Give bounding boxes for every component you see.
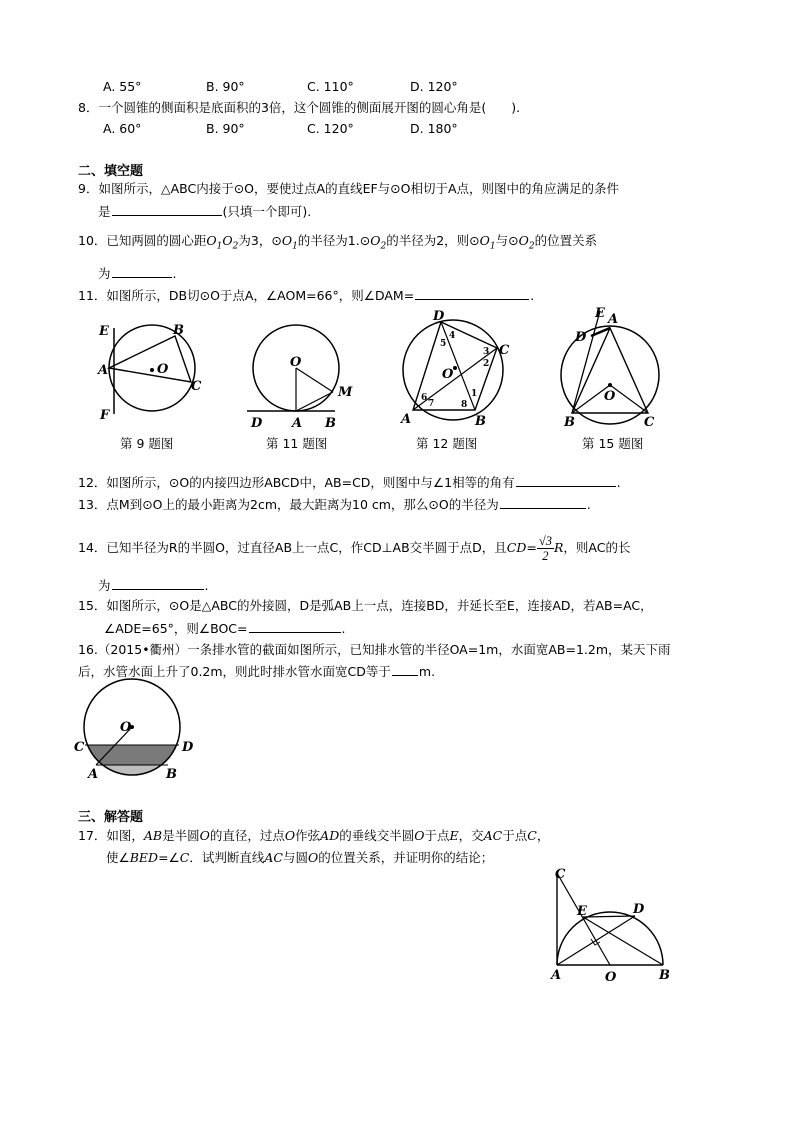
fig17-line-co — [557, 873, 610, 965]
fig15-label-b: B — [564, 415, 575, 430]
fig11-label-m: M — [338, 385, 353, 400]
fig11-label-b: B — [325, 416, 336, 431]
q17-e: E — [449, 828, 459, 843]
figure-9 — [95, 320, 215, 430]
q9-line1: 9．如图所示，△ABC内接于⊙O，要使过点A的直线EF与⊙O相切于A点，则图中的角应满足的条件 — [78, 181, 620, 196]
q7-option-b: B. 90° — [206, 79, 245, 94]
q10-line1 — [78, 232, 597, 256]
q17-pre: 使∠ — [106, 850, 130, 865]
fig16-label-d: D — [182, 740, 194, 755]
fig15-line-be — [572, 311, 600, 413]
q10-post: . — [172, 266, 177, 281]
q17-o2: O — [284, 828, 296, 843]
q13-line — [78, 495, 591, 514]
q11-answer-blank[interactable] — [415, 286, 529, 300]
fig11-radius-om — [296, 368, 333, 392]
q8-option-b: B. 90° — [206, 121, 245, 136]
q16-text: 后，水管水面上升了0.2m，则此时排水管水面宽CD等于 — [78, 664, 391, 679]
fig12-angle-7: 7 — [428, 399, 435, 409]
q15-post: . — [341, 621, 346, 636]
q17-part6: 于点 — [424, 828, 450, 843]
fig16-label-o: O — [120, 720, 132, 735]
fig15-label-o: O — [604, 389, 616, 404]
q17-ad: AD — [320, 828, 340, 843]
fig15-caption: 第 15 题图 — [582, 436, 644, 451]
q14-eq: = — [526, 540, 537, 555]
q17-part8: 于点 — [502, 828, 528, 843]
fig17-semicircle — [557, 912, 663, 965]
q10-line2 — [98, 264, 177, 283]
fig16-label-a: A — [88, 767, 99, 782]
q11-post: . — [530, 288, 535, 303]
q15-line1: 15．如图所示，⊙O是△ABC的外接圆，D是弧AB上一点，连接BD，并延长至E，连接AD，若AB=AC， — [78, 598, 653, 613]
q7-option-c: C. 110° — [307, 79, 354, 94]
q14-post2: . — [204, 578, 209, 593]
fig9-label-f: F — [100, 408, 110, 423]
fig17-label-c: C — [555, 867, 566, 882]
q9-line2 — [98, 202, 311, 221]
fig15-label-c: C — [644, 415, 655, 430]
q12-post: . — [616, 475, 621, 490]
q14-fraction — [537, 534, 554, 563]
q15-text: ∠ADE=65°，则∠BOC= — [104, 621, 248, 636]
q10-part5: 与⊙ — [495, 233, 519, 248]
q12-line — [78, 473, 621, 492]
q17-part5: 的垂线交半圆 — [339, 828, 415, 843]
q17-c: C — [527, 828, 537, 843]
q12-answer-blank[interactable] — [516, 473, 616, 487]
q8-text: 8．一个圆锥的侧面积是底面积的3倍，这个圆锥的侧面展开图的圆心角是( ). — [78, 100, 521, 115]
q10-part6: 的位置关系 — [534, 233, 598, 248]
q17-c2: C — [179, 850, 190, 865]
fig15-label-a: A — [608, 312, 619, 327]
q9-post: (只填一个即可). — [222, 204, 312, 219]
fig12-center — [453, 366, 457, 370]
q17-o: O — [199, 828, 210, 843]
fig12-angle-4: 4 — [449, 331, 456, 341]
q10-o2: $O_2$ — [370, 233, 387, 252]
q15-answer-blank[interactable] — [249, 619, 341, 633]
q7-option-d: D. 120° — [410, 79, 458, 94]
figure-12 — [395, 310, 515, 432]
q14-denominator: 2 — [542, 549, 549, 563]
q12-text: 12．如图所示，⊙O的内接四边形ABCD中，AB=CD，则图中与∠1相等的角有 — [78, 475, 515, 490]
q17-part7: ，交 — [458, 828, 484, 843]
fig11-label-a: A — [292, 416, 303, 431]
fig12-label-c: C — [499, 343, 510, 358]
q10-o1b: $O_1$ — [479, 233, 496, 252]
q14-line1 — [78, 534, 630, 563]
q17-part3: 的直径，过点 — [209, 828, 285, 843]
q9-answer-blank[interactable] — [112, 202, 222, 216]
q10-o2b: $O_2$ — [518, 233, 535, 252]
q17-ac: AC — [483, 828, 503, 843]
q14-r: R — [553, 540, 564, 555]
figure-17 — [545, 865, 680, 985]
q13-text: 13．点M到⊙O上的最小距离为2cm，最大距离为10 cm，那么⊙O的半径为 — [78, 497, 499, 512]
q14-cd: CD — [506, 540, 527, 555]
q10-part3: 的半径为1.⊙ — [297, 233, 371, 248]
q17-part1: 17．如图， — [78, 828, 144, 843]
fig17-label-e: E — [577, 904, 587, 919]
q10-answer-blank[interactable] — [112, 264, 172, 278]
fig12-label-b: B — [475, 414, 486, 429]
q10-part1: 10．已知两圆的圆心距 — [78, 233, 207, 248]
q17-part9: ， — [536, 828, 550, 843]
fig12-label-o: O — [442, 367, 454, 382]
fig9-caption: 第 9 题图 — [120, 436, 174, 451]
q8-option-a: A. 60° — [103, 121, 142, 136]
q10-part4: 的半径为2，则⊙ — [386, 233, 480, 248]
fig9-center — [150, 368, 154, 372]
q16-line2 — [78, 662, 435, 681]
q17-mid2: 与圆 — [282, 850, 308, 865]
q14-numerator: √3 — [538, 534, 552, 548]
fig17-label-b: B — [659, 968, 670, 983]
q13-answer-blank[interactable] — [500, 495, 586, 509]
figure-16 — [72, 685, 202, 785]
q13-post: . — [586, 497, 591, 512]
q17-line1 — [78, 827, 549, 845]
q17-o4: O — [307, 850, 319, 865]
fig9-label-a: A — [98, 363, 109, 378]
q8-option-d: D. 180° — [410, 121, 458, 136]
q14-answer-blank[interactable] — [112, 576, 204, 590]
q9-pre: 是 — [98, 204, 111, 219]
q16-answer-blank[interactable] — [392, 662, 418, 676]
q17-ac2: AC — [264, 850, 283, 865]
q17-line2 — [106, 849, 493, 867]
fig15-label-d: D — [575, 330, 587, 345]
fig12-caption: 第 12 题图 — [416, 436, 478, 451]
q15-line2 — [104, 619, 346, 638]
fig9-triangle — [109, 336, 191, 382]
figure-15 — [560, 305, 670, 431]
fig11-label-d: D — [251, 416, 263, 431]
q16-line1: 16.（2015•衢州）一条排水管的截面如图所示，已知排水管的半径OA=1m，水面宽AB=1.2m，某天下雨 — [78, 642, 671, 657]
fig16-label-b: B — [166, 767, 177, 782]
fig12-angle-1: 1 — [471, 389, 478, 399]
q17-mid: ．试判断直线 — [189, 850, 265, 865]
fig11-chord-am — [296, 392, 333, 411]
section-solve: 三、解答题 — [78, 810, 144, 825]
q7-option-a: A. 55° — [103, 79, 142, 94]
fig12-angle-8: 8 — [461, 400, 468, 410]
q14-text: 14．已知半径为R的半圆O，过直径AB上一点C，作CD⊥AB交半圆于点D，且 — [78, 540, 507, 555]
fig9-label-e: E — [99, 324, 109, 339]
fig16-label-c: C — [74, 740, 85, 755]
fig12-angle-2: 2 — [483, 359, 490, 369]
q14-line2 — [98, 576, 209, 595]
q11-line — [78, 286, 534, 305]
q10-o1o2: $O_1O_2$ — [206, 233, 239, 252]
fig11-label-o: O — [290, 355, 302, 370]
q17-part2: 是半圆 — [162, 828, 200, 843]
q16-post: m. — [418, 664, 436, 679]
fig17-label-a: A — [551, 968, 562, 983]
fig12-angle-5: 5 — [440, 339, 447, 349]
figure-11 — [245, 322, 365, 432]
fig17-label-d: D — [633, 902, 645, 917]
q17-post: 的位置关系，并证明你的结论； — [318, 850, 494, 865]
q14-pre2: 为 — [98, 578, 111, 593]
fig12-angle-6: 6 — [421, 393, 428, 403]
fig9-label-o: O — [157, 362, 169, 377]
fig9-label-b: B — [173, 323, 184, 338]
fig12-label-a: A — [401, 412, 412, 427]
fig12-angle-3: 3 — [483, 347, 490, 357]
q10-part2: 为3，⊙ — [238, 233, 282, 248]
fig15-label-e: E — [595, 306, 605, 321]
fig12-label-d: D — [433, 309, 445, 324]
fig9-label-c: C — [191, 379, 202, 394]
q17-ab: AB — [143, 828, 163, 843]
section-fill-in: 二、填空题 — [78, 164, 144, 179]
q17-bed: BED — [129, 850, 159, 865]
fig15-center — [608, 383, 612, 387]
q17-o3: O — [414, 828, 425, 843]
q8-option-c: C. 120° — [307, 121, 354, 136]
q17-eq: =∠ — [158, 850, 180, 865]
q14-post: ，则AC的长 — [563, 540, 631, 555]
q10-pre: 为 — [98, 266, 111, 281]
fig17-label-o: O — [605, 970, 617, 985]
q11-text: 11．如图所示，DB切⊙O于点A，∠AOM=66°，则∠DAM= — [78, 288, 415, 303]
fig11-caption: 第 11 题图 — [266, 436, 328, 451]
q10-o1: $O_1$ — [281, 233, 298, 252]
q17-part4: 作弦 — [295, 828, 321, 843]
